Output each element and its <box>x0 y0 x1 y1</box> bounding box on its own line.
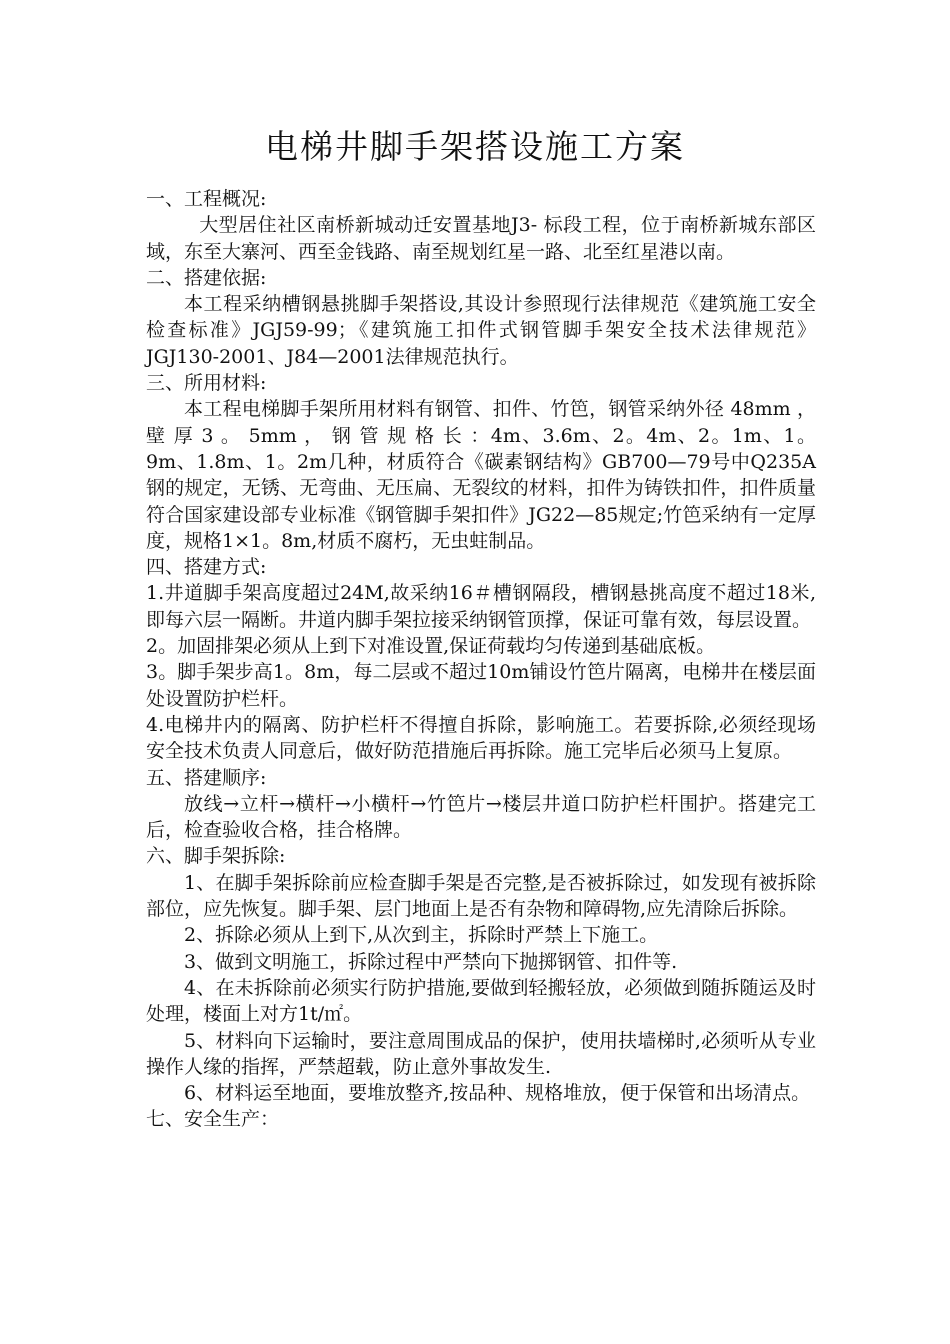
section-line: 六、脚手架拆除: <box>146 845 286 868</box>
document-body <box>146 186 816 1133</box>
body-paragraph: 本工程电梯脚手架所用材料有钢管、扣件、竹笆，钢管采纳外径 48mm ， 壁 厚 3 。 5mm ， 钢 管 规 格 长 ：4m、3.6m、2。4m、2。1m、1。9m、1.8m、1。2m几种，材质符合《碳素钢结构》GB700—79号中Q235A钢的规定，无锈、无弯曲、无压扁、无裂纹的材料，扣件为铸铁扣件，扣件质量符合国家建设部专业标准《钢管脚手架扣件》JG22—85规定;竹笆采纳有一定厚度，规格1×1。8m,材质不腐朽，无虫蛀制品。 <box>146 398 816 552</box>
body-paragraph: 本工程采纳槽钢悬挑脚手架搭设,其设计参照现行法律规范《建筑施工安全检查标准》JGJ59-99；《建筑施工扣件式钢管脚手架安全技术法律规范》JGJ130-2001、J84—2001法律规范执行。 <box>146 293 816 368</box>
section-line: 3。脚手架步高1。8m，每二层或不超过10m铺设竹笆片隔离，电梯井在楼层面处设置防护栏杆。 <box>146 661 816 710</box>
section-line: 七、安全生产： <box>146 1108 280 1131</box>
section-line: 三、所用材料: <box>146 372 267 395</box>
section-line: 四、搭建方式: <box>146 556 267 579</box>
body-paragraph: 放线→立杆→横杆→小横杆→竹笆片→楼层井道口防护栏杆围护。搭建完工后，检查验收合格，挂合格牌。 <box>146 792 816 842</box>
body-paragraph: 1、在脚手架拆除前应检查脚手架是否完整,是否被拆除过，如发现有被拆除部位，应先恢复。脚手架、层门地面上是否有杂物和障碍物,应先清除后拆除。 <box>146 871 816 921</box>
section-line: 4.电梯井内的隔离、防护栏杆不得擅自拆除，影响施工。若要拆除,必须经现场安全技术负责人同意后，做好防范措施后再拆除。施工完毕后必须马上复原。 <box>146 713 816 763</box>
section-line: 五、搭建顺序: <box>146 766 267 789</box>
section-line: 二、搭建依据: <box>146 266 267 289</box>
section-line: 一、工程概况: <box>146 188 267 210</box>
body-paragraph: 4、在未拆除前必须实行防护措施,要做到轻搬轻放，必须做到随拆随运及时处理，楼面上对方1t/㎡。 <box>146 976 816 1026</box>
body-paragraph: 大型居住社区南桥新城动迁安置基地J3- 标段工程，位于南桥新城东部区域，东至大寨河、西至金钱路、南至规划红星一路、北至红星港以南。 <box>146 214 816 263</box>
body-paragraph: 3、做到文明施工，拆除过程中严禁向下抛掷钢管、扣件等. <box>184 950 678 973</box>
document-title: 电梯井脚手架搭设施工方案 <box>265 127 685 166</box>
body-paragraph: 2、拆除必须从上到下,从次到主，拆除时严禁上下施工。 <box>184 924 659 947</box>
body-paragraph: 6、材料运至地面，要堆放整齐,按品种、规格堆放，便于保管和出场清点。 <box>184 1082 811 1105</box>
section-line: 2。加固排架必须从上到下对准设置,保证荷载均匀传递到基础底板。 <box>146 635 716 658</box>
body-paragraph: 5、材料向下运输时，要注意周围成品的保护，使用扶墙梯时,必须听从专业操作人缘的指挥，严禁超载，防止意外事故发生. <box>146 1029 816 1078</box>
section-line: 1.井道脚手架高度超过24M,故采纳16＃槽钢隔段，槽钢悬挑高度不超过18米,即每六层一隔断。井道内脚手架拉接采纳钢管顶撑，保证可靠有效，每层设置。 <box>146 582 816 631</box>
